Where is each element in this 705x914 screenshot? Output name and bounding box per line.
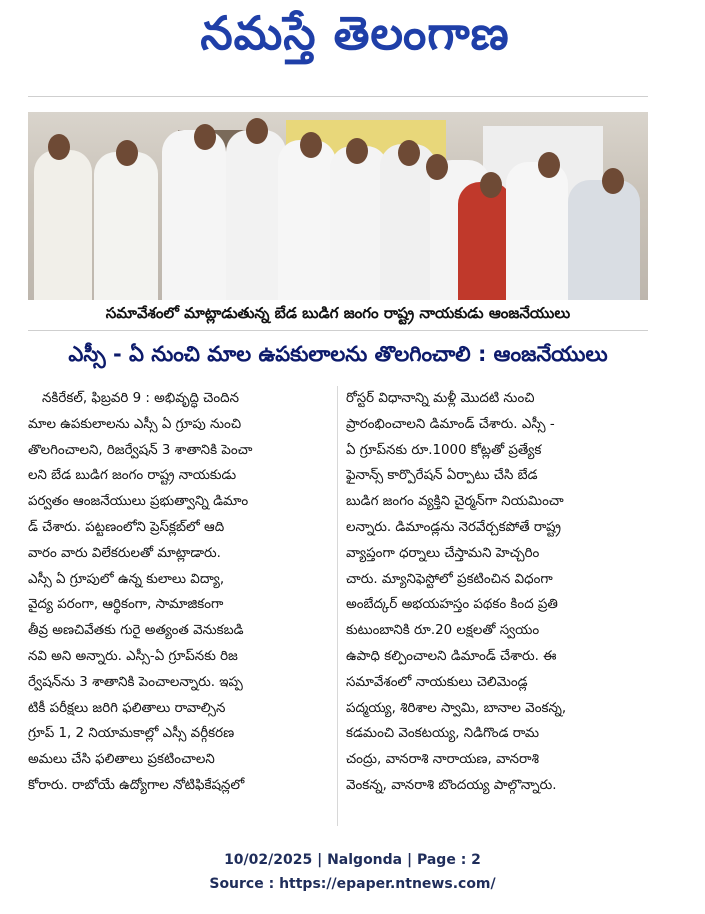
source-link[interactable]: Source : https://epaper.ntnews.com/ — [209, 876, 496, 892]
article-line: డ్ చేశారు. పట్టణంలోని ప్రెస్‌క్లబ్‌లో ఆది — [28, 519, 225, 535]
photo-person-head — [194, 124, 216, 150]
masthead-divider — [28, 96, 648, 97]
photo-person-head — [48, 134, 70, 160]
photo-caption: సమావేశంలో మాట్లాడుతున్న బేడ బుడిగ జంగం రాష్ట్ర నాయకుడు ఆంజనేయులు — [28, 300, 648, 331]
article-line: రోస్టర్ విధానాన్ని మళ్లీ మొదటి నుంచి — [346, 391, 535, 406]
article-line: పర్వతం ఆంజనేయులు ప్రభుత్వాన్ని డిమాం — [28, 494, 249, 510]
article-line: కోరారు. రాబోయే ఉద్యోగాల నోటిఫికేషన్లలో — [28, 777, 245, 793]
article-line: తీవ్ర అణచివేతకు గురై అత్యంత వెనుకబడి — [28, 623, 244, 639]
article-line: వైద్య పరంగా, ఆర్థికంగా, సామాజికంగా — [28, 597, 224, 613]
article-line: ఉపాధి కల్పించాలని డిమాండ్ చేశారు. ఈ — [346, 648, 557, 664]
article-line: వారం వారు విలేకరులతో మాట్లాడారు. — [28, 545, 221, 561]
article-line: నవి అని అన్నారు. ఎస్సీ-ఏ గ్రూప్‌నకు రిజ — [28, 648, 238, 664]
photo-person-head — [602, 168, 624, 194]
photo-person — [458, 182, 512, 300]
article-line: అంబేద్కర్ అభయహస్తం పథకం కింద ప్రతి — [346, 597, 558, 613]
article-line: చారు. మ్యానిఫెస్టోలో ప్రకటించిన విధంగా — [346, 571, 553, 587]
edition-info: 10/02/2025 | Nalgonda | Page : 2 — [224, 852, 481, 868]
article-left-column — [28, 386, 328, 826]
photo-person-head — [426, 154, 448, 180]
newspaper-masthead: నమస్తే తెలంగాణ — [200, 6, 510, 60]
photo-person — [34, 150, 92, 300]
photo-person-head — [246, 118, 268, 144]
photo-person-head — [398, 140, 420, 166]
photo-person — [568, 180, 640, 300]
news-photo — [28, 112, 648, 300]
article-line: కుటుంబానికి రూ.20 లక్షలతో స్వయం — [346, 623, 540, 639]
photo-person-head — [346, 138, 368, 164]
photo-person — [278, 140, 336, 300]
photo-person — [162, 130, 226, 300]
column-divider — [337, 386, 338, 826]
article-line: వ్యాప్తంగా ధర్నాలు చేస్తామని హెచ్చరిం — [346, 545, 540, 561]
article-line: ప్రారంభించాలని డిమాండ్ చేశారు. ఎస్సీ - — [346, 416, 555, 432]
photo-person-head — [300, 132, 322, 158]
article-line: ఫైనాన్స్ కార్పొరేషన్ ఏర్పాటు చేసి బేడ — [346, 468, 538, 484]
article-line: నకిరేకల్, ఫిబ్రవరి 9 : అభివృద్ధి చెందిన — [42, 391, 239, 406]
article-line: మాల ఉపకులాలను ఎస్సీ ఏ గ్రూపు నుంచి — [28, 416, 242, 432]
photo-person-head — [538, 152, 560, 178]
article-line: పద్మయ్య, శిరిశాల స్వామి, బానాల వెంకన్న, — [346, 700, 567, 716]
article-line: ఏ గ్రూప్‌నకు రూ.1000 కోట్లతో ప్రత్యేక — [346, 442, 542, 458]
photo-person — [226, 130, 286, 300]
article-line: లని బేడ బుడిగ జంగం రాష్ట్ర నాయకుడు — [28, 468, 237, 484]
article-line: కడమంచి వెంకటయ్య, నిడిగొండ రామ — [346, 726, 540, 742]
photo-person-head — [480, 172, 502, 198]
article-right-column — [346, 386, 646, 826]
article-line: చంద్రు, వానరాశి నారాయణ, వానరాశి — [346, 752, 539, 768]
article-line: బుడిగ జంగం వ్యక్తిని చైర్మన్‌గా నియమించా — [346, 494, 564, 510]
article-line: ర్వేషన్‌ను 3 శాతానికి పెంచాలన్నారు. ఇప్ప — [28, 674, 243, 690]
article-line: సమావేశంలో నాయకులు చెలిమెండ్ల — [346, 674, 528, 690]
article-line: ఎస్సీ ఏ గ్రూపులో ఉన్న కులాలు విద్యా, — [28, 571, 225, 587]
article-line: గ్రూప్ 1, 2 నియామకాల్లో ఎస్సీ వర్గీకరణ — [28, 726, 235, 742]
photo-person — [94, 152, 158, 300]
article-line: వెంకన్న, వానరాశి బొందయ్య పాల్గొన్నారు. — [346, 777, 557, 793]
article-headline: ఎస్సీ - ఏ నుంచి మాల ఉపకులాలను తొలగించాలి : ఆంజనేయులు — [68, 342, 608, 366]
photo-person-head — [116, 140, 138, 166]
article-line: తొలగించాలని, రిజర్వేషన్ 3 శాతానికి పెంచా — [28, 442, 253, 458]
article-line: లన్నారు. డిమాండ్లను నెరవేర్చకపోతే రాష్ట్ర — [346, 519, 561, 535]
article-line: అమలు చేసి ఫలితాలు ప్రకటించాలని — [28, 752, 215, 768]
photo-person — [506, 162, 568, 300]
article-line: టికీ పరీక్షలు జరిగి ఫలితాలు రావాల్సిన — [28, 700, 226, 716]
